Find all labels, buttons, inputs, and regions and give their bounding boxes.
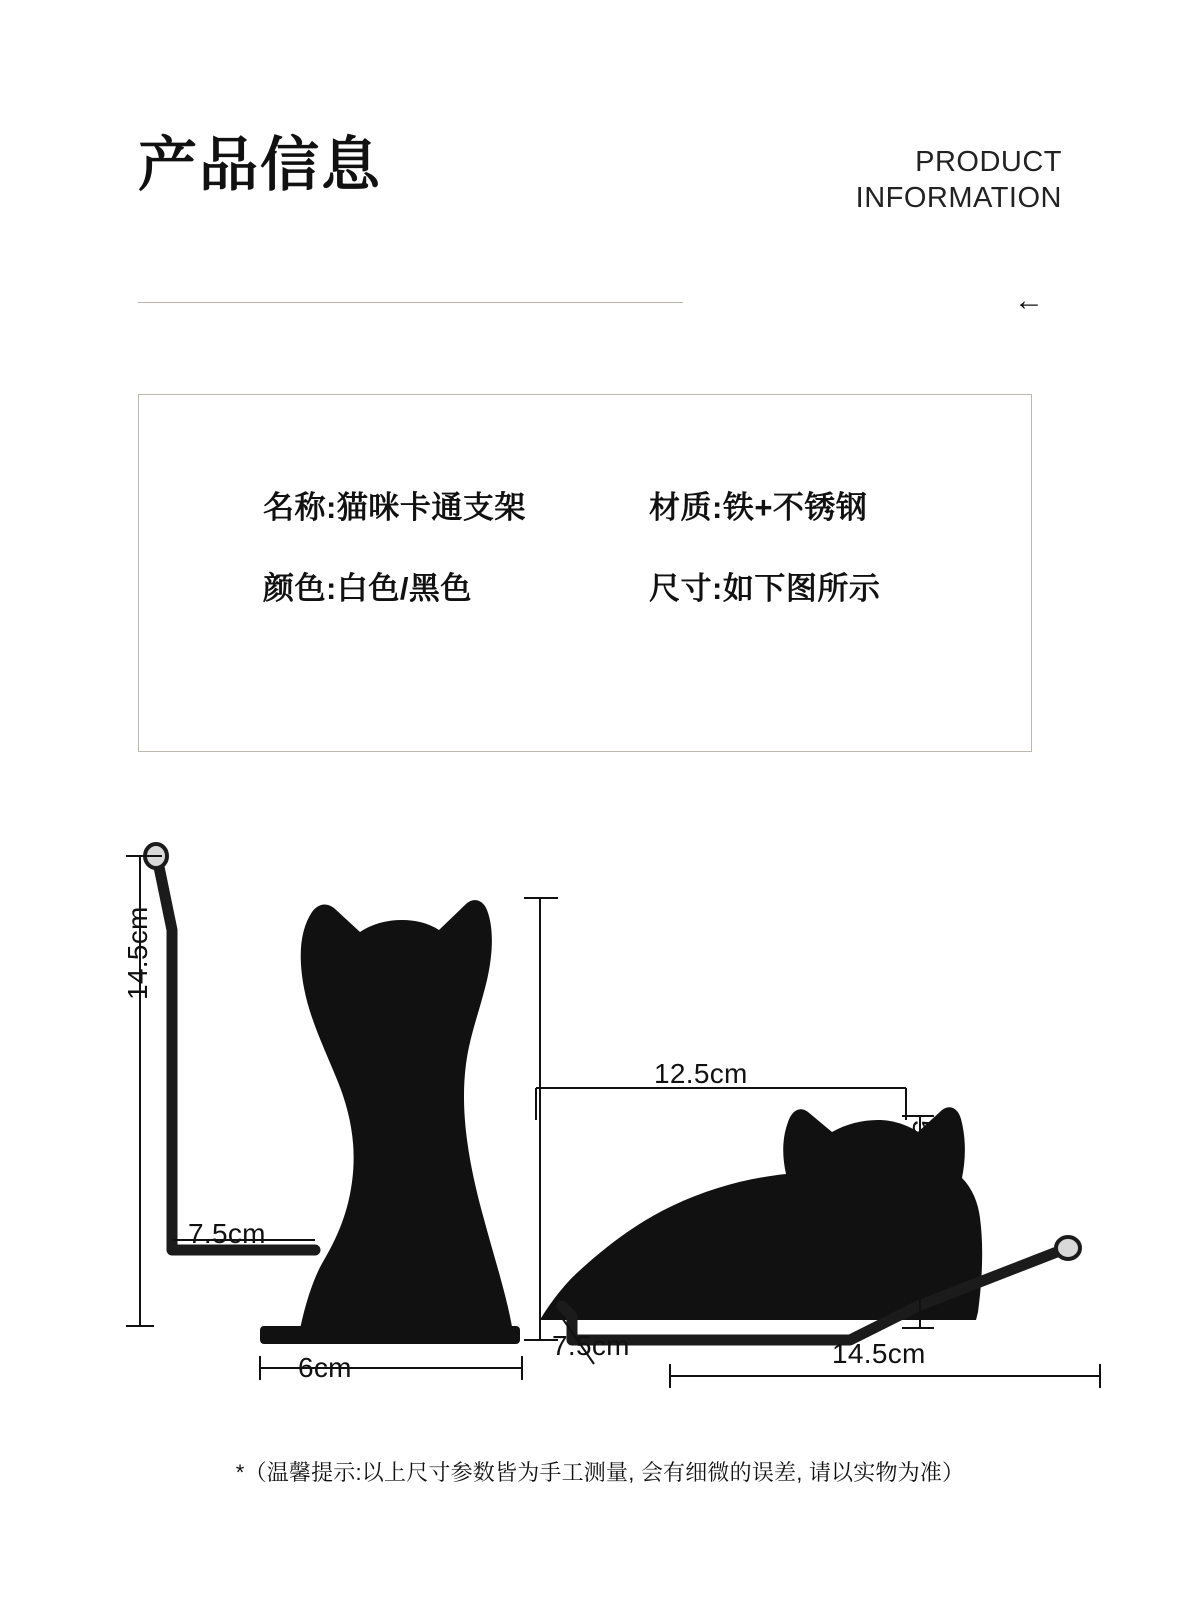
dim-label-rod-length: 14.5cm [832, 1338, 926, 1369]
footnote: *（温馨提示:以上尺寸参数皆为手工测量, 会有细微的误差, 请以实物为准） [235, 1460, 965, 1485]
cat-base [260, 1326, 520, 1344]
product-dimension-diagram [0, 820, 1200, 1440]
page-title-en-line1: PRODUCT [915, 146, 1062, 178]
product-info-grid [263, 489, 963, 651]
divider [138, 302, 683, 303]
product-info-row [263, 489, 963, 526]
dim-label-rod-height: 14.5cm [122, 906, 153, 1000]
dim-label-arm-depth-left: 7.5cm [188, 1218, 266, 1249]
rod-outline [158, 862, 315, 1250]
page-title-en-line2: INFORMATION [855, 182, 1062, 215]
page-title-en [856, 144, 1062, 217]
product-info-box [138, 394, 1032, 752]
divider-row [138, 284, 1062, 326]
dim-label-body-width: 12.5cm [654, 1058, 748, 1089]
product-info-row [263, 570, 963, 607]
dim-label-arm-depth-right: 7.5cm [552, 1330, 630, 1361]
product-size-field: 尺寸:如下图所示 [649, 571, 881, 607]
dim-label-body-height: 5.5cm [907, 1120, 938, 1198]
page-header [138, 128, 1062, 238]
product-name-field: 名称:猫咪卡通支架 [263, 490, 526, 525]
dim-label-base-width: 6cm [298, 1352, 352, 1383]
product-color-field: 颜色:白色/黑色 [263, 571, 472, 607]
arrow-left-icon: ← [1014, 284, 1044, 317]
rod-cap [1056, 1237, 1080, 1259]
product-material-field: 材质:铁+不锈钢 [649, 490, 868, 525]
page-title: 产品信息 [138, 132, 383, 198]
dim-label-cat-height: 14.5cm [435, 1010, 466, 1104]
cat-silhouette [298, 900, 514, 1340]
